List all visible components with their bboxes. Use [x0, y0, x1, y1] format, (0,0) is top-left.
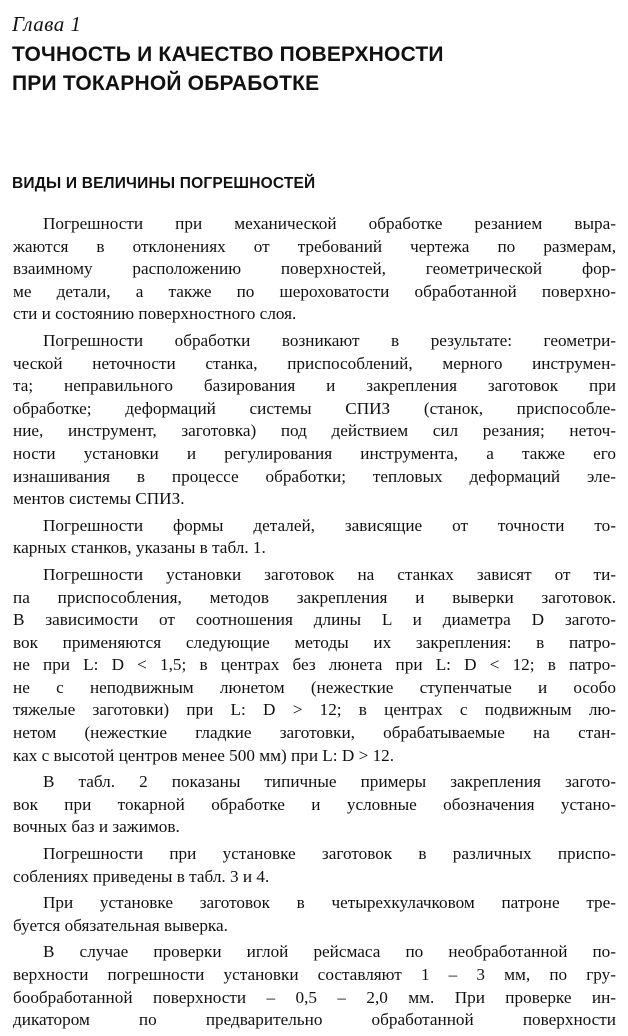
text-line: не при L: D < 1,5; в центрах без люнета при L: D < 12; в патро- — [13, 655, 616, 675]
text-line: нетом (нежесткие гладкие заготовки, обрабатываемые на стан- — [13, 723, 616, 743]
text-line: карных станков, указаны в табл. 1. — [13, 538, 266, 558]
text-line: изнашивания в процессе обработки; тепловых деформаций эле- — [13, 466, 616, 486]
text-line: В случае проверки иглой рейсмаса по необработанной по- — [43, 942, 616, 962]
text-line: вок применяются следующие методы их закрепления: в патро- — [13, 632, 616, 652]
text-line: Погрешности при механической обработке резанием выра- — [43, 214, 616, 233]
text-line: Погрешности при установке заготовок в различных приспо- — [43, 844, 616, 864]
text-line: ментов системы СПИЗ. — [13, 489, 185, 509]
text-line: Погрешности формы деталей, зависящие от точности то- — [43, 515, 616, 535]
text-line: Погрешности установки заготовок на станках зависят от ти- — [43, 564, 616, 584]
text-line: верхности погрешности установки составляют 1 – 3 мм, по гру- — [13, 965, 616, 984]
chapter-title — [12, 40, 612, 98]
paragraph — [13, 213, 616, 326]
text-line: ческой неточности станка, приспособлений, мерного инструмен- — [13, 353, 616, 373]
paragraph — [13, 564, 616, 767]
text-line: ние, инструмент, заготовка) под действием сил резания; неточ- — [13, 421, 616, 441]
paragraph — [13, 843, 616, 888]
chapter-title-line: ТОЧНОСТЬ И КАЧЕСТВО ПОВЕРХНОСТИ — [12, 43, 444, 66]
text-line: вок при токарной обработке и условные обозначения устано- — [13, 794, 616, 814]
text-line: Погрешности обработки возникают в результате: геометри- — [43, 330, 616, 350]
text-line: ме детали, а также по шероховатости обработанной поверхно- — [13, 281, 616, 301]
text-line: взаимному расположению поверхностей, геометрической фор- — [13, 259, 616, 279]
paragraph — [13, 941, 616, 1031]
paragraph — [13, 330, 616, 511]
text-line: дикатором по предварительно обработанной поверхности — [13, 1010, 616, 1030]
text-line: та; неправильного базирования и закрепления заготовок при — [13, 376, 616, 396]
text-line: сти и состоянию поверхностного слоя. — [13, 304, 297, 324]
text-line: вочных баз и зажимов. — [13, 817, 180, 837]
text-line: бообработанной поверхности – 0,5 – 2,0 мм. При проверке ин- — [13, 987, 616, 1007]
text-line: ках с высотой центров менее 500 мм) при L: D > 12. — [13, 745, 395, 765]
text-line: При установке заготовок в четырехкулачковом патроне тре- — [43, 893, 616, 913]
text-line: ности установки и регулирования инструмента, а также его — [13, 443, 616, 463]
section-title: ВИДЫ И ВЕЛИЧИНЫ ПОГРЕШНОСТЕЙ — [12, 175, 316, 192]
text-line: обработке; деформаций системы СПИЗ (станок, приспособле- — [13, 398, 616, 418]
text-line: буется обязательная выверка. — [13, 915, 228, 935]
paragraph — [13, 771, 616, 839]
text-line: тяжелые заготовки) при L: D > 12; в центрах с подвижным лю- — [13, 700, 616, 720]
chapter-label: Глава 1 — [12, 12, 82, 36]
text-line: не с неподвижным люнетом (нежесткие ступенчатые и особо — [13, 677, 616, 697]
chapter-title-line: ПРИ ТОКАРНОЙ ОБРАБОТКЕ — [12, 72, 320, 95]
paragraph — [13, 892, 616, 937]
paragraph — [13, 515, 616, 560]
text-line: соблениях приведены в табл. 3 и 4. — [13, 866, 270, 886]
text-line: па приспособления, методов закрепления и выверки заготовок. — [13, 587, 616, 607]
text-line: В зависимости от соотношения длины L и диаметра D загото- — [13, 610, 616, 630]
text-line: жаются в отклонениях от требований чертежа по размерам, — [13, 236, 616, 256]
body-text — [13, 213, 616, 1036]
text-line: В табл. 2 показаны типичные примеры закрепления загото- — [43, 772, 616, 792]
